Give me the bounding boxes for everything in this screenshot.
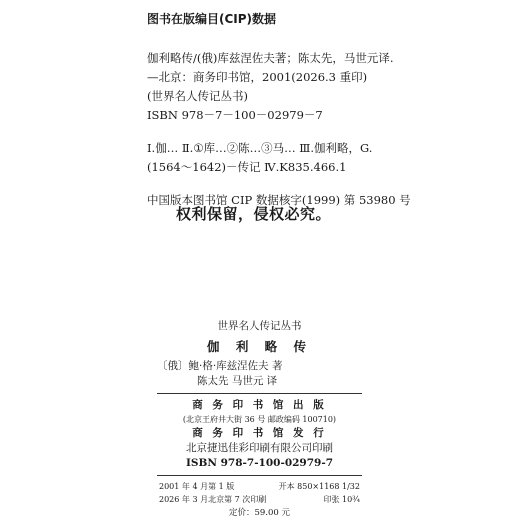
edition-date: 2001 年 4 月第 1 版 [159,482,235,491]
cip-data-block [147,10,467,210]
translator-line: 陈太先 马世元 译 [197,375,278,387]
format-size: 开本 850×1168 1/32 [278,482,360,491]
printer-line: 北京捷迅佳彩印刷有限公司印刷 [186,442,333,454]
cip-heading: 图书在版编目(CIP)数据 [147,12,277,26]
series-name: 世界名人传记丛书 [217,320,302,332]
colophon-isbn: ISBN 978-7-100-02979-7 [185,457,334,469]
printing-date: 2026 年 3 月北京第 7 次印刷 [159,495,267,504]
divider [157,393,362,394]
price-line: 定价：59.00 元 [228,508,291,518]
sheet-count: 印张 10¾ [323,495,360,504]
distributor-line: 商 务 印 书 馆 发 行 [192,427,327,439]
cip-isbn-line: ISBN 978－7－100－02979－7 [147,108,323,122]
book-title: 伽 利 略 传 [206,339,313,354]
rights-notice: 权利保留，侵权必究。 [176,205,332,223]
printing-row [157,493,362,506]
cip-title-line: 伽利略传/(俄)库兹涅佐夫著；陈太先，马世元译. [147,51,394,65]
cip-publisher-line: —北京：商务印书馆，2001(2026.3 重印) [147,70,368,84]
cip-number-line: 中国版本图书馆 CIP 数据核字(1999) 第 53980 号 [147,193,411,207]
cip-series-line: (世界名人传记丛书) [147,89,248,103]
divider [157,475,362,476]
author-line: 〔俄〕鲍·格·库兹涅佐夫 著 [157,360,283,372]
publisher-line: 商 务 印 书 馆 出 版 [192,399,327,411]
colophon-block [157,318,362,520]
edition-row [157,480,362,493]
spacer [147,125,467,139]
publisher-address: (北京王府井大街 36 号 邮政编码 100710) [182,415,337,424]
cip-classification-line: Ⅰ.伽… Ⅱ.①库…②陈…③马… Ⅲ.伽利略，G. [147,141,373,155]
spacer [147,177,467,191]
cip-classification-line: (1564～1642)－传记 Ⅳ.K835.466.1 [147,160,347,174]
